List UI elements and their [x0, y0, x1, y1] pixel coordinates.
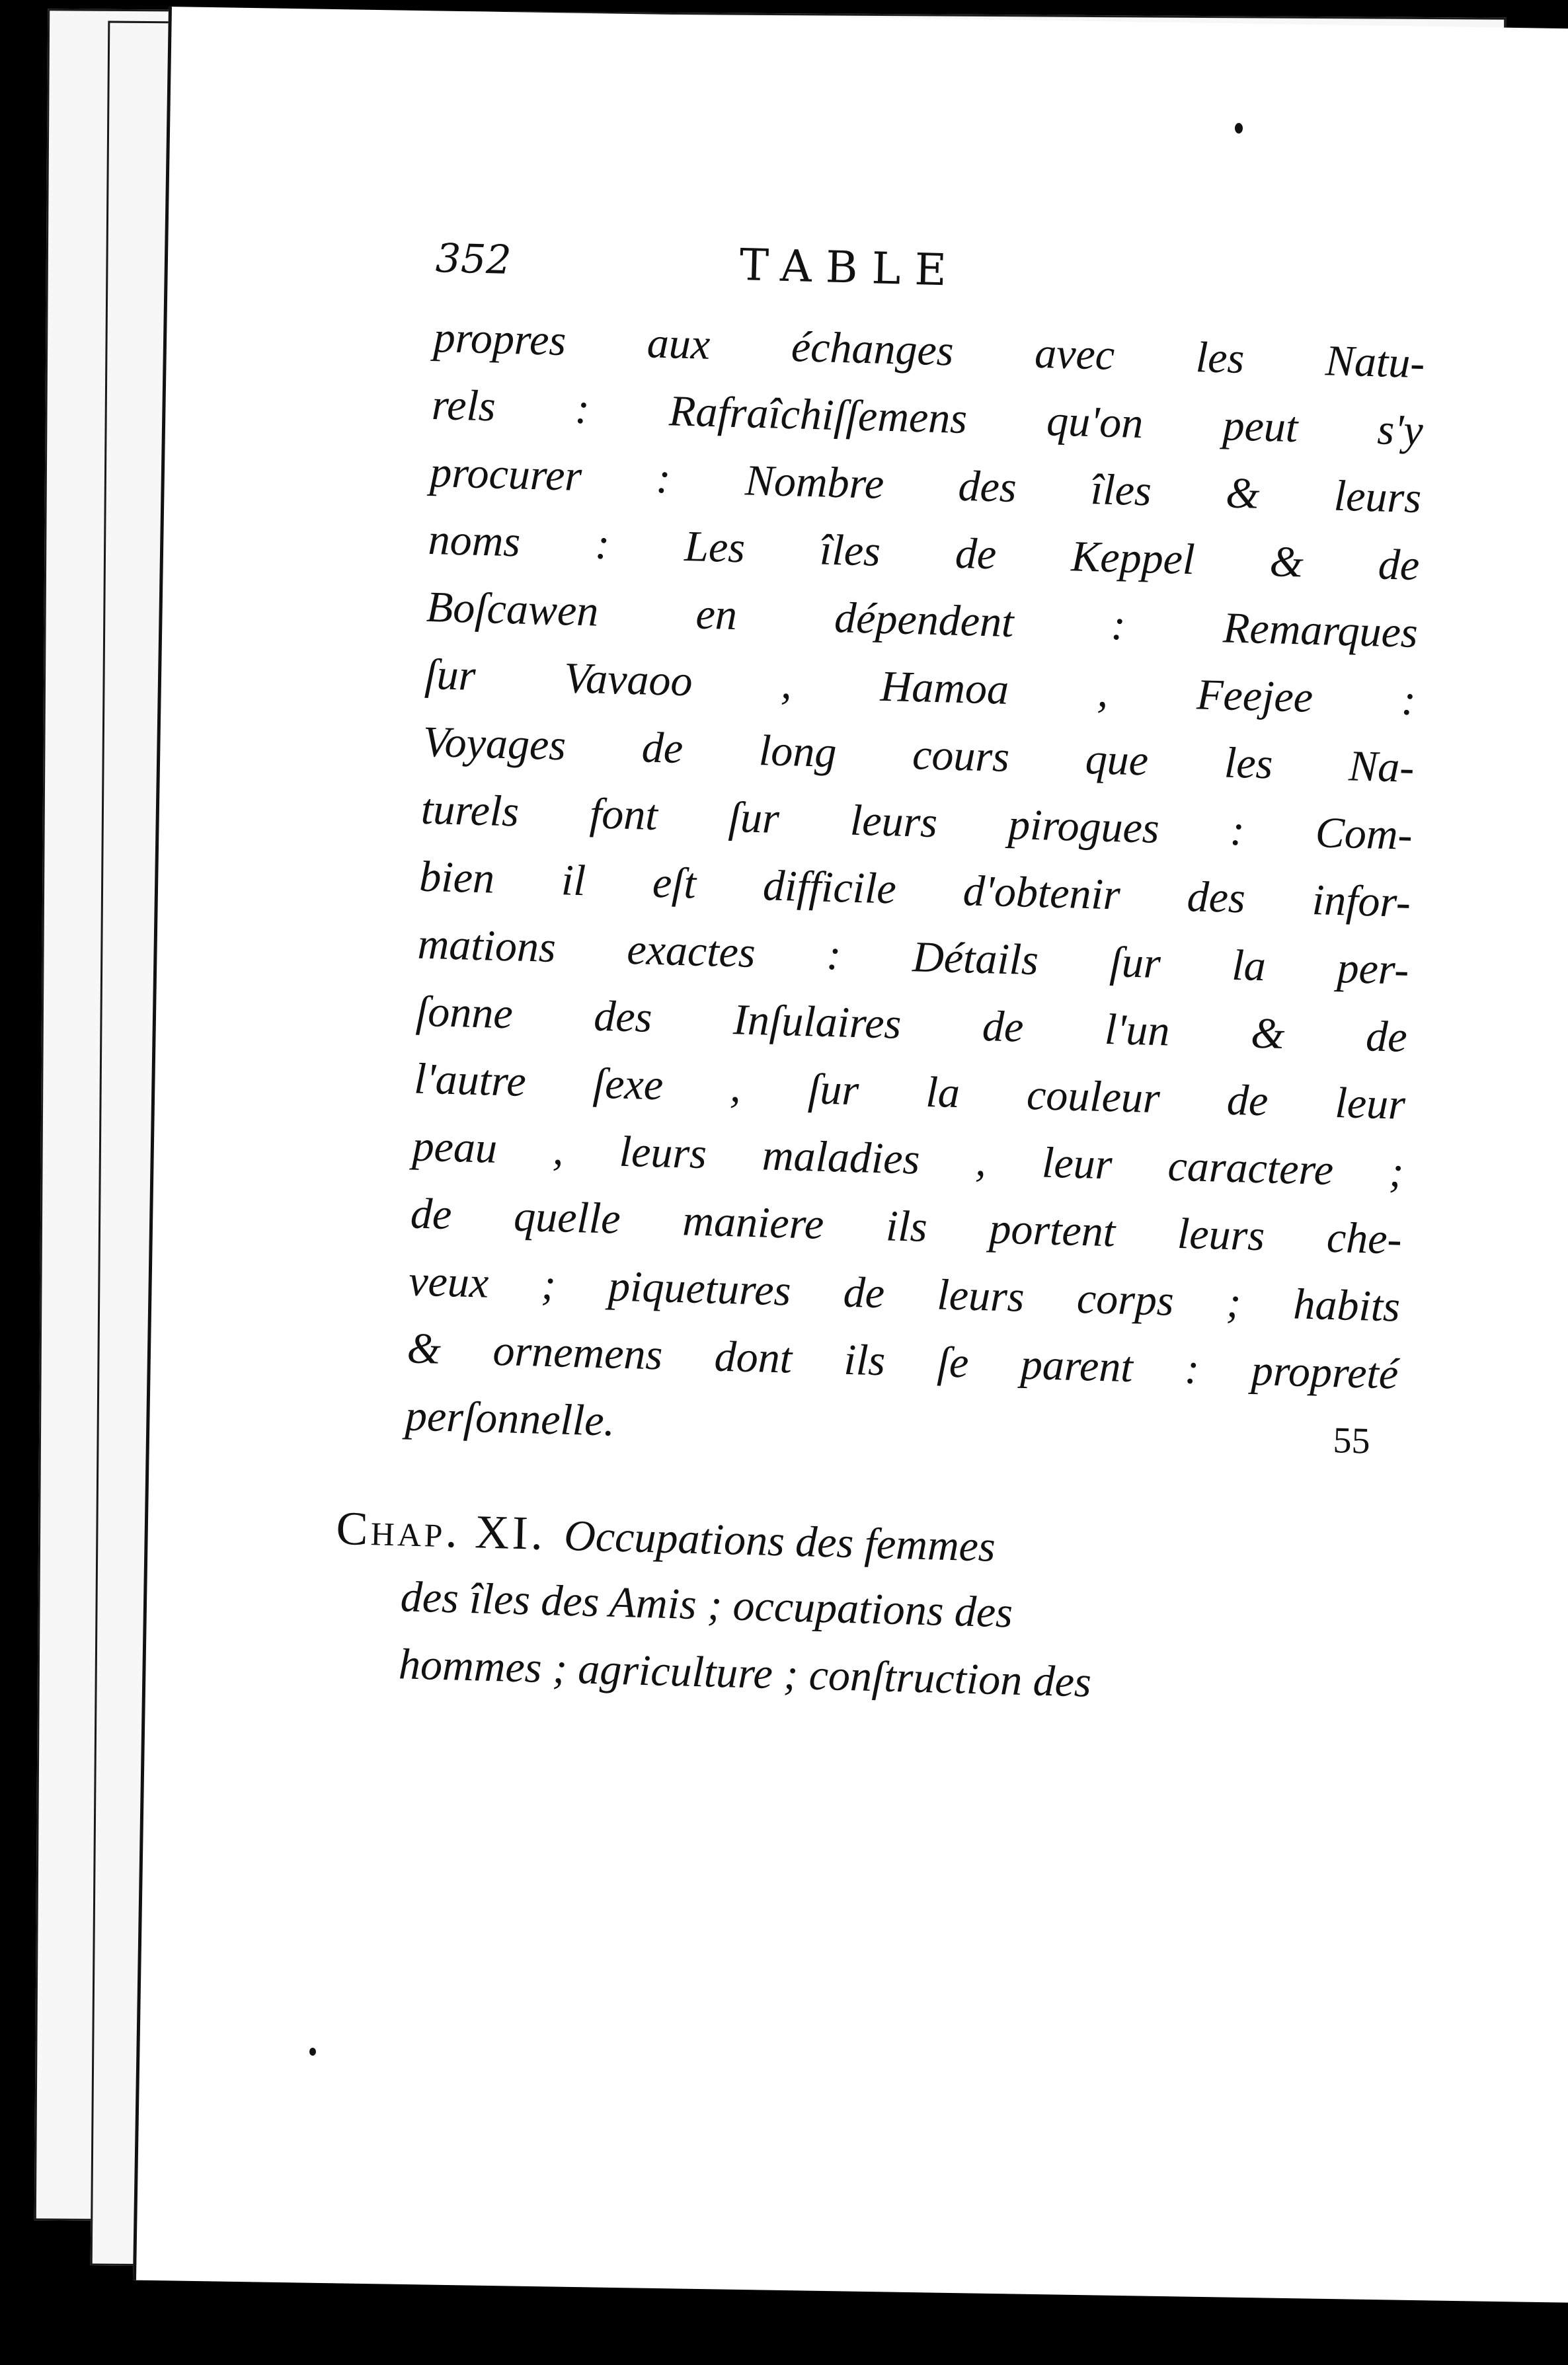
entry-line: mations exactes : Détails ſur la per- — [416, 919, 1410, 994]
entry-line: Boſcawen en dépendent : Remarques — [426, 582, 1419, 658]
chapter-line: hommes ; agriculture ; conſtruction des — [398, 1640, 1092, 1707]
ink-speck — [1235, 123, 1243, 134]
entry-line: ſur Vavaoo , Hamoa , Feejee : — [424, 650, 1417, 725]
chapter-line: des îles des Amis ; occupations des — [399, 1572, 1013, 1637]
chapter-line-text: Occupations des femmes — [563, 1511, 996, 1571]
entry-line: noms : Les îles de Keppel & de — [427, 515, 1421, 590]
entry-line: propres aux échanges avec les Natu- — [432, 313, 1426, 388]
ink-speck — [309, 2048, 316, 2056]
entry-line: peau , leurs maladies , leur caractere ; — [411, 1122, 1405, 1196]
entry-line: rels : Rafraîchiſſemens qu'on peut s'y — [431, 380, 1424, 455]
entry-line: Voyages de long cours que les Na- — [422, 717, 1415, 792]
entry-line: procurer : Nombre des îles & leurs — [429, 447, 1422, 523]
entry-line: & ornemens dont ils ſe parent : propreté — [406, 1324, 1399, 1399]
entry-line: turels font ſur leurs pirogues : Com- — [420, 785, 1413, 859]
running-title: TABLE — [738, 239, 961, 296]
chapter-label: Chap. XI. — [335, 1501, 547, 1560]
page-number: 352 — [435, 235, 512, 284]
entry-line: veux ; piquetures de leurs corps ; habits — [408, 1257, 1401, 1331]
chapter-xi-entry — [335, 1496, 1394, 1724]
entry-last-text: perſonnelle. — [405, 1391, 616, 1446]
table-of-contents-text — [335, 231, 1428, 1725]
entry-page-reference: 55 — [1332, 1420, 1371, 1462]
entry-line: de quelle maniere ils portent leurs che- — [410, 1189, 1403, 1264]
entry-line: ſonne des Inſulaires de l'un & de — [415, 987, 1408, 1062]
entry-line: l'autre ſexe , ſur la couleur de leur — [413, 1054, 1406, 1129]
chapter-x-entry — [405, 304, 1426, 1476]
entry-line: bien il eſt difficile d'obtenir des infor- — [418, 852, 1411, 927]
